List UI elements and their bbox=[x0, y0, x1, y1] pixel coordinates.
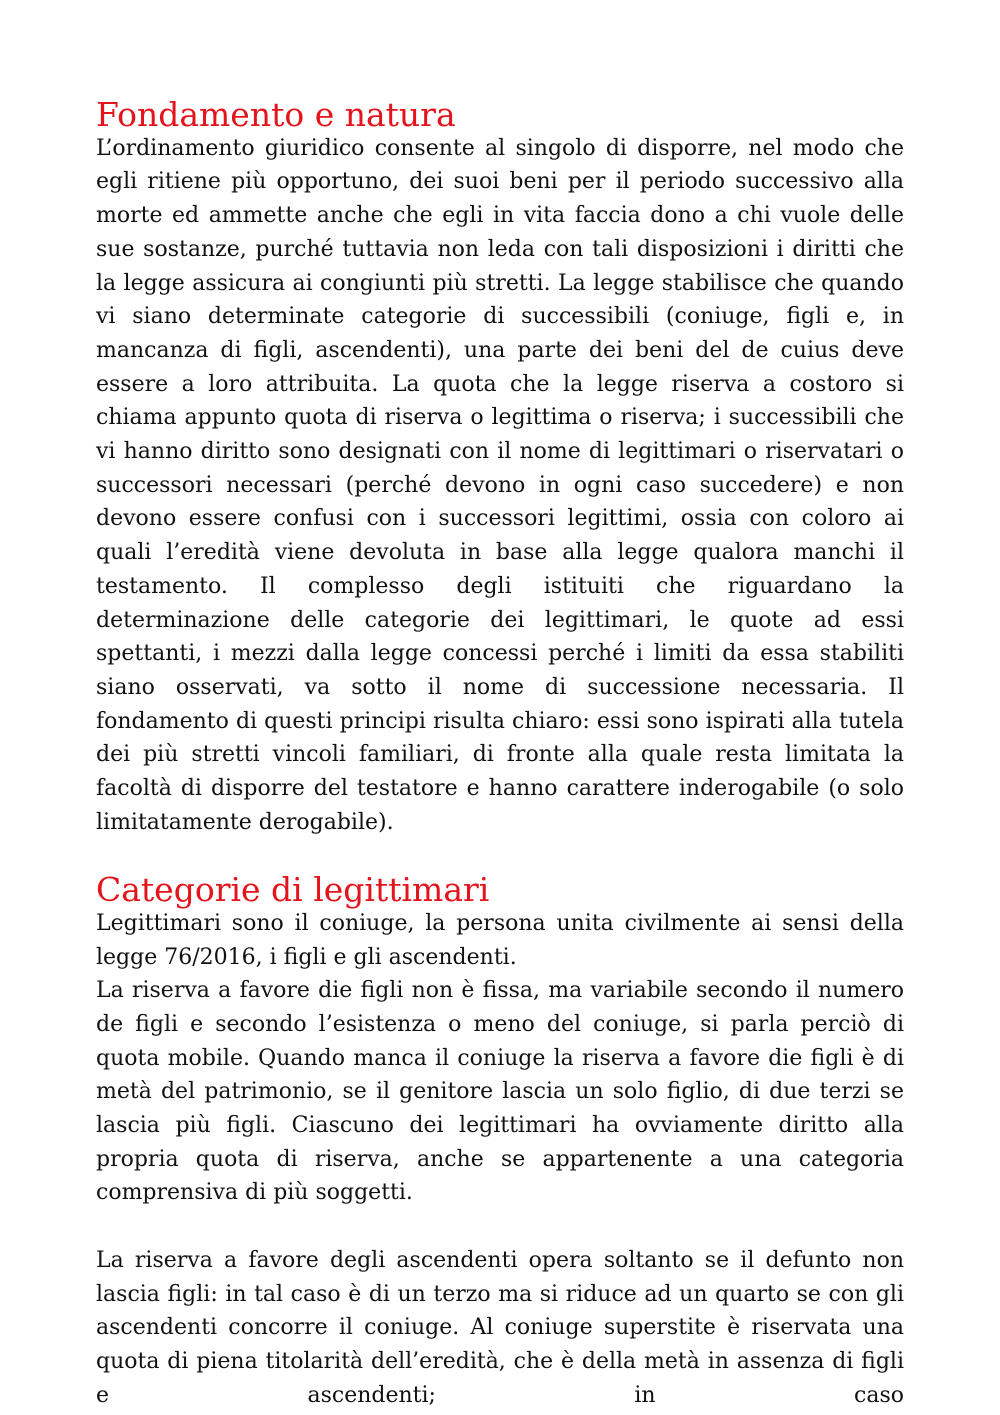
paragraph-riserva-ascendenti: La riserva a favore degli ascendenti opera soltanto se il defunto non lascia figli: in tal caso è di un terzo ma si riduce ad un quarto se con gli ascendenti concorre il coniuge. Al coniuge superstite è riservata una quota di piena titolarità dell’eredità, che è della metà in assenza di figli e ascendenti; in caso bbox=[96, 1247, 904, 1408]
paragraph-spacer bbox=[96, 1210, 904, 1244]
section-spacer bbox=[96, 839, 904, 873]
paragraph-categorie-intro: Legittimari sono il coniuge, la persona unita civilmente ai sensi della legge 76/2016, i figli e gli ascendenti. bbox=[96, 910, 904, 970]
paragraph-riserva-figli: La riserva a favore die figli non è fissa, ma variabile secondo il numero de figli e secondo l’esistenza o meno del coniuge, si parla perciò di quota mobile. Quando manca il coniuge la riserva a favore die figli è di metà del patrimonio, se il genitore lascia un solo figlio, di due terzi se lascia più figli. Ciascuno dei legittimari ha ovviamente diritto alla propria quota di riserva, anche se appartenente a una categoria comprensiva di più soggetti. bbox=[96, 978, 904, 1206]
paragraph-fondamento: L’ordinamento giuridico consente al singolo di disporre, nel modo che egli ritiene più opportuno, dei suoi beni per il periodo successivo alla morte ed ammette anche che egli in vita faccia dono a chi vuole delle sue sostanze, purché tuttavia non leda con tali disposizioni i diritti che la legge assicura ai congiunti più stretti. La legge stabilisce che quando vi siano determinate categorie di successibili (coniuge, figli e, in mancanza di figli, ascendenti), una parte dei beni del de cuius deve essere a loro attribuita. La quota che la legge riserva a costoro si chiama appunto quota di riserva o legittima o riserva; i successibili che vi hanno diritto sono designati con il nome di legittimari o riservatari o successori necessari (perché devono in ogni caso succedere) e non devono essere confusi con i successori legittimi, ossia con coloro ai quali l’eredità viene devoluta in base alla legge qualora manchi il testamento. Il complesso degli istituiti che riguardano la determinazione delle categorie dei legittimari, le quote ad essi spettanti, i mezzi dalla legge concessi perché i limiti da essa stabiliti siano osservati, va sotto il nome di successione necessaria. Il fondamento di questi principi risulta chiaro: essi sono ispirati alla tutela dei più stretti vincoli familiari, di fronte alla quale resta limitata la facoltà di disporre del testatore e hanno carattere inderogabile (o solo limitatamente derogabile). bbox=[96, 135, 904, 835]
section-heading-fondamento: Fondamento e natura bbox=[96, 95, 456, 134]
document-page bbox=[96, 95, 904, 1412]
section-heading-categorie: Categorie di legittimari bbox=[96, 870, 490, 910]
